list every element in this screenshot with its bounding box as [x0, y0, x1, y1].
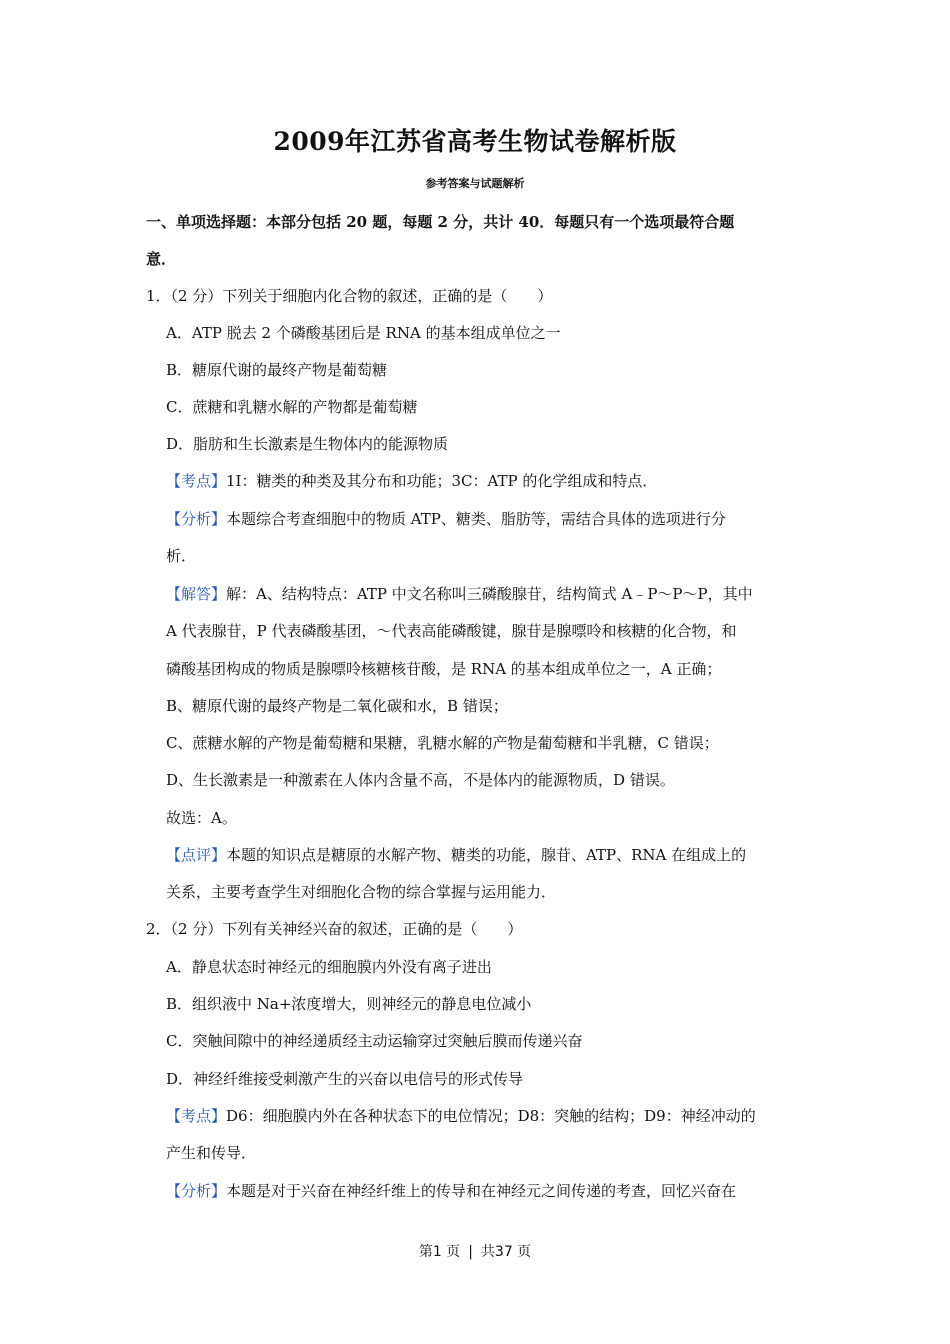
- q2-stem: 2．（2 分）下列有关神经兴奋的叙述，正确的是（ ）: [146, 920, 523, 938]
- q1-kaodian-text: 1I：糖类的种类及其分布和功能；3C：ATP 的化学组成和特点．: [226, 472, 658, 490]
- document-subtitle: 参考答案与试题解析: [425, 177, 525, 190]
- section-heading-line2: 意．: [146, 250, 177, 268]
- q1-option-a: A．ATP 脱去 2 个磷酸基团后是 RNA 的基本组成单位之一: [166, 324, 561, 342]
- kaodian-tag: 【考点】: [166, 1107, 227, 1125]
- q1-dianping-text-2: 关系，主要考查学生对细胞化合物的综合掌握与运用能力．: [166, 883, 557, 901]
- q1-fenxi: [166, 509, 726, 529]
- footer-separator: |: [468, 1244, 473, 1260]
- q2-fenxi: [166, 1181, 736, 1201]
- q2-kaodian: [166, 1106, 756, 1126]
- q2-kaodian-text-1: D6：细胞膜内外在各种状态下的电位情况；D8：突触的结构；D9：神经冲动的: [226, 1107, 756, 1125]
- fenxi-tag: 【分析】: [166, 1182, 227, 1200]
- q1-jieda-text-1: 解：A、结构特点：ATP 中文名称叫三磷酸腺苷，结构简式 A﹣P～P～P，其中: [226, 585, 753, 603]
- q1-jieda-text-5: C、蔗糖水解的产物是葡萄糖和果糖，乳糖水解的产物是葡萄糖和半乳糖，C 错误；: [166, 734, 719, 752]
- fenxi-tag: 【分析】: [166, 510, 227, 528]
- q1-jieda-text-7: 故选：A。: [166, 809, 237, 827]
- q1-fenxi-text-2: 析．: [166, 547, 197, 565]
- document-title: 2009年江苏省高考生物试卷解析版: [273, 127, 677, 156]
- q1-jieda-text-6: D、生长激素是一种激素在人体内含量不高，不是体内的能源物质，D 错误。: [166, 771, 675, 789]
- q2-option-d: D．神经纤维接受刺激产生的兴奋以电信号的形式传导: [166, 1070, 524, 1088]
- q1-jieda-text-2: A 代表腺苷，P 代表磷酸基团，～代表高能磷酸键，腺苷是腺嘌呤和核糖的化合物，和: [166, 622, 737, 640]
- page-total: 共37 页: [480, 1244, 532, 1260]
- q2-option-c: C．突触间隙中的神经递质经主动运输穿过突触后膜而传递兴奋: [166, 1032, 583, 1050]
- q1-jieda-text-3: 磷酸基团构成的物质是腺嘌呤核糖核苷酸，是 RNA 的基本组成单位之一，A 正确；: [166, 660, 722, 678]
- q1-dianping-text-1: 本题的知识点是糖原的水解产物、糖类的功能，腺苷、ATP、RNA 在组成上的: [226, 846, 747, 864]
- q1-stem: 1．（2 分）下列关于细胞内化合物的叙述，正确的是（ ）: [146, 287, 553, 305]
- q2-option-a: A．静息状态时神经元的细胞膜内外没有离子进出: [166, 958, 492, 976]
- section-heading-line1: 一、单项选择题：本部分包括 20 题，每题 2 分，共计 40．每题只有一个选项最符合题: [146, 213, 735, 231]
- q1-jieda: [166, 584, 753, 604]
- jieda-tag: 【解答】: [166, 585, 227, 603]
- dianping-tag: 【点评】: [166, 846, 227, 864]
- q1-option-b: B．糖原代谢的最终产物是葡萄糖: [166, 361, 388, 379]
- page-number: 第1 页: [418, 1244, 461, 1260]
- q1-kaodian: [166, 471, 657, 491]
- q1-fenxi-text-1: 本题综合考查细胞中的物质 ATP、糖类、脂肪等，需结合具体的选项进行分: [226, 510, 726, 528]
- q1-jieda-text-4: B、糖原代谢的最终产物是二氧化碳和水，B 错误；: [166, 697, 508, 715]
- q2-kaodian-text-2: 产生和传导．: [166, 1144, 257, 1162]
- kaodian-tag: 【考点】: [166, 472, 227, 490]
- q1-option-c: C．蔗糖和乳糖水解的产物都是葡萄糖: [166, 398, 418, 416]
- q2-fenxi-text-1: 本题是对于兴奋在神经纤维上的传导和在神经元之间传递的考查，回忆兴奋在: [226, 1182, 737, 1200]
- page-footer: [0, 1241, 950, 1261]
- q1-dianping: [166, 845, 746, 865]
- q1-option-d: D．脂肪和生长激素是生物体内的能源物质: [166, 435, 449, 453]
- q2-option-b: B．组织液中 Na+浓度增大，则神经元的静息电位减小: [166, 995, 532, 1013]
